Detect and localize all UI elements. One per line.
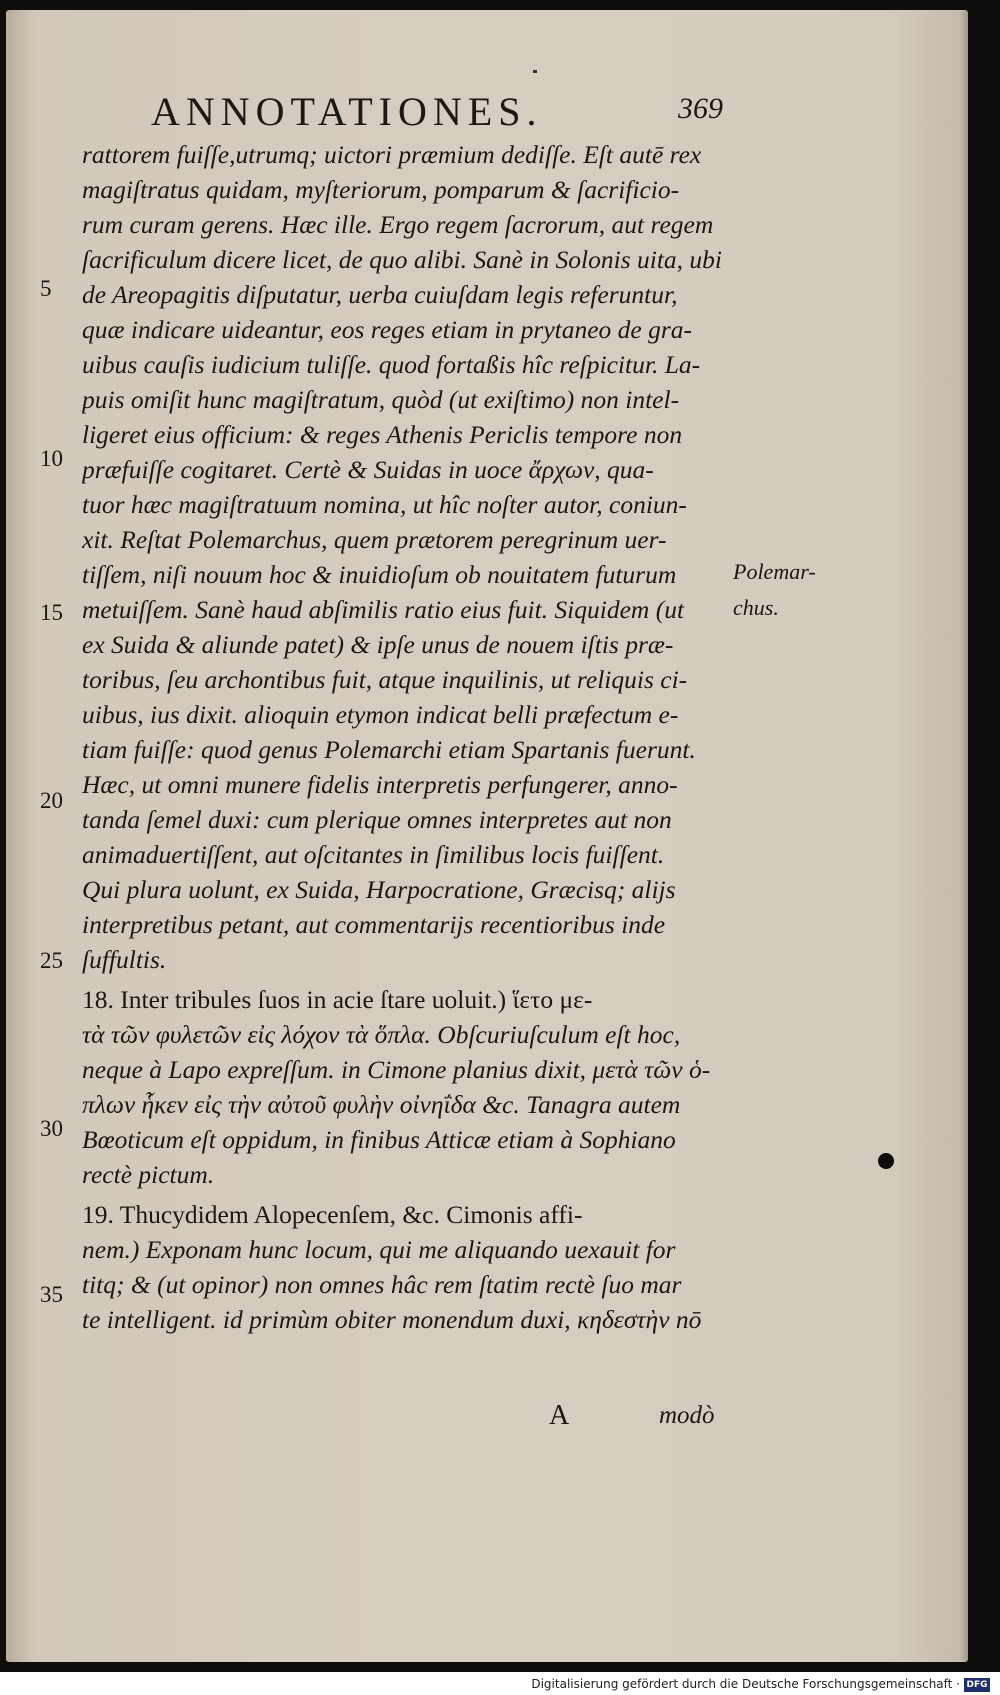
text-line: 19. Thucydidem Alopecenſem, &c. Cimonis affi- bbox=[82, 1200, 583, 1229]
line-number: 5 bbox=[40, 276, 52, 301]
line-number: 15 bbox=[40, 600, 63, 625]
text-line: Bœoticum eſt oppidum, in finibus Atticæ etiam à Sophiano bbox=[82, 1125, 676, 1154]
page-edge-shadow bbox=[960, 10, 968, 1662]
text-line: ligeret eius officium: & reges Athenis Periclis tempore non bbox=[82, 420, 683, 449]
margin-note-line: chus. bbox=[733, 595, 779, 620]
text-line: tiam fuiſſe: quod genus Polemarchi etiam Spartanis fuerunt. bbox=[82, 735, 696, 764]
ink-speck bbox=[533, 70, 537, 73]
text-line: Qui plura uolunt, ex Suida, Harpocratione, Græcisq; alijs bbox=[82, 875, 676, 904]
text-line: titq; & (ut opinor) non omnes hâc rem ſtatim rectè ſuo mar bbox=[82, 1270, 682, 1299]
text-line: nem.) Exponam hunc locum, qui me aliquando uexauit for bbox=[82, 1235, 676, 1264]
text-line: tuor hæc magiſtratuum nomina, ut hîc noſter autor, coniun- bbox=[82, 490, 687, 519]
text-line: ſacrificulum dicere licet, de quo alibi. Sanè in Solonis uita, ubi bbox=[82, 245, 723, 274]
funding-notice: Digitalisierung gefördert durch die Deutsche Forschungsgemeinschaft · bbox=[531, 1677, 960, 1691]
text-line: uibus, ius dixit. alioquin etymon indicat belli præfectum e- bbox=[82, 700, 679, 729]
ink-dot bbox=[878, 1153, 894, 1169]
text-line: præfuiſſe cogitaret. Certè & Suidas in uoce ἄρχων, qua- bbox=[82, 455, 654, 484]
text-line: tanda ſemel duxi: cum plerique omnes interpretes aut non bbox=[82, 805, 672, 834]
text-line: tiſſem, niſi nouum hoc & inuidioſum ob nouitatem futurum bbox=[82, 560, 677, 589]
text-line: magiſtratus quidam, myſteriorum, pomparum & ſacrificio- bbox=[82, 175, 680, 204]
text-line: puis omiſit hunc magiſtratum, quòd (ut exiſtimo) non intel- bbox=[82, 385, 680, 414]
text-line: Hæc, ut omni munere fidelis interpretis perfungerer, anno- bbox=[82, 770, 678, 799]
line-number: 10 bbox=[40, 446, 63, 471]
line-number: 30 bbox=[40, 1116, 63, 1141]
page-number: 369 bbox=[678, 92, 723, 125]
signature-mark: A bbox=[549, 1400, 570, 1431]
text-line: xit. Reſtat Polemarchus, quem prætorem peregrinum uer- bbox=[82, 525, 667, 554]
line-number: 35 bbox=[40, 1282, 63, 1307]
text-line: te intelligent. id primùm obiter monendum duxi, κηδεστὴν nō bbox=[82, 1305, 702, 1334]
text-line: rectè pictum. bbox=[82, 1160, 215, 1189]
text-line: τὰ τῶν φυλετῶν εἰς λόχον τὰ ὅπλα. Obſcuriuſculum eſt hoc, bbox=[82, 1020, 681, 1049]
margin-note-line: Polemar- bbox=[733, 559, 816, 584]
line-number: 20 bbox=[40, 788, 63, 813]
digitization-footer bbox=[0, 1676, 1000, 1695]
text-line: uibus cauſis iudicium tuliſſe. quod fortaßis hîc reſpicitur. La- bbox=[82, 350, 701, 379]
running-head: ANNOTATIONES. bbox=[151, 89, 543, 134]
text-line: πλων ἧκεν εἰς τὴν αὐτοῦ φυλὴν οἰνηΐδα &c. Tanagra autem bbox=[82, 1090, 681, 1119]
text-line: ex Suida & aliunde patet) & ipſe unus de nouem iſtis præ- bbox=[82, 630, 674, 659]
text-line: interpretibus petant, aut commentarijs recentioribus inde bbox=[82, 910, 666, 939]
text-line: ſuffultis. bbox=[82, 945, 167, 974]
text-line: rattorem fuiſſe,utrumq; uictori præmium dediſſe. Eſt autē rex bbox=[82, 140, 702, 169]
dfg-logo-icon: DFG bbox=[964, 1678, 990, 1692]
text-line: quæ indicare uideantur, eos reges etiam in prytaneo de gra- bbox=[82, 315, 693, 344]
text-line: rum curam gerens. Hæc ille. Ergo regem ſacrorum, aut regem bbox=[82, 210, 714, 239]
text-line: animaduertiſſent, aut oſcitantes in ſimilibus locis fuiſſent. bbox=[82, 840, 665, 869]
book-page bbox=[6, 10, 968, 1662]
text-line: de Areopagitis diſputatur, uerba cuiuſdam legis referuntur, bbox=[82, 280, 678, 309]
text-line: 18. Inter tribules ſuos in acie ſtare uoluit.) ἵετο με- bbox=[82, 985, 593, 1014]
page-header bbox=[151, 88, 851, 138]
text-line: toribus, ſeu archontibus fuit, atque inquilinis, ut reliquis ci- bbox=[82, 665, 688, 694]
line-number: 25 bbox=[40, 948, 63, 973]
text-line: metuiſſem. Sanè haud abſimilis ratio eius fuit. Siquidem (ut bbox=[82, 595, 685, 624]
text-line: neque à Lapo expreſſum. in Cimone planius dixit, μετὰ τῶν ὁ- bbox=[82, 1055, 711, 1084]
catchword: modò bbox=[659, 1402, 715, 1429]
